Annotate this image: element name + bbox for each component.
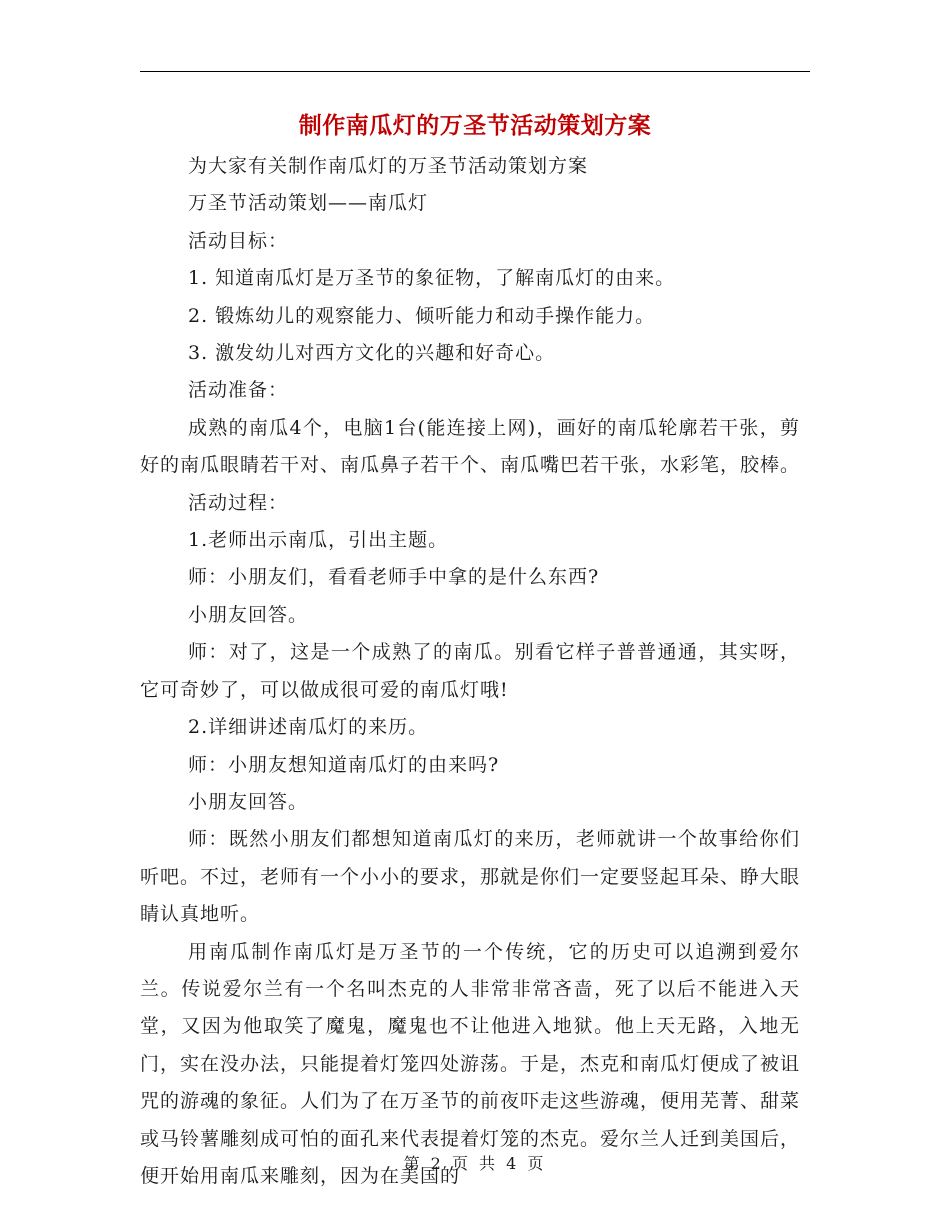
paragraph-subtitle: 万圣节活动策划——南瓜灯 — [188, 192, 429, 215]
paragraph-story: 用南瓜制作南瓜灯是万圣节的一个传统，它的历史可以追溯到爱尔兰。传说爱尔兰有一个名叫杰克的人非常非常吝啬，死了以后不能进入天堂，又因为他取笑了魔鬼，魔鬼也不让他进入地狱。他上天无路，入地无门，实在没办法，只能提着灯笼四处游荡。于是，杰克和南瓜灯便成了被诅咒的游魂的象征。人们为了在万圣节的前夜吓走这些游魂，便用芜菁、甜菜或马铃薯雕刻成可怕的面孔来代表提着灯笼的杰克。爱尔兰人迁到美国后，便开始用南瓜来雕刻，因为在美国的 — [140, 940, 801, 1187]
page-number-footer: 第 2 页 共 4 页 — [403, 1154, 547, 1173]
section-heading-preparation: 活动准备： — [188, 379, 289, 402]
dialogue-line: 小朋友回答。 — [188, 790, 309, 813]
paragraph-intro: 为大家有关制作南瓜灯的万圣节活动策划方案 — [188, 155, 589, 177]
goal-item-1: 1. 知道南瓜灯是万圣节的象征物，了解南瓜灯的由来。 — [188, 267, 676, 290]
dialogue-line: 小朋友回答。 — [188, 603, 309, 626]
document-body — [140, 148, 800, 1195]
dialogue-line: 师：对了，这是一个成熟了的南瓜。别看它样子普普通通，其实呀，它可奇妙了，可以做成很可爱的南瓜灯哦! — [140, 641, 800, 701]
goal-item-3: 3. 激发幼儿对西方文化的兴趣和好奇心。 — [188, 342, 556, 365]
goal-item-2: 2. 锻炼幼儿的观察能力、倾听能力和动手操作能力。 — [188, 304, 656, 327]
dialogue-line: 师：既然小朋友们都想知道南瓜灯的来历，老师就讲一个故事给你们听吧。不过，老师有一个小小的要求，那就是你们一定要竖起耳朵、睁大眼睛认真地听。 — [140, 828, 801, 926]
dialogue-line: 师：小朋友想知道南瓜灯的由来吗? — [188, 753, 500, 776]
process-step-2: 2.详细讲述南瓜灯的来历。 — [188, 716, 429, 739]
dialogue-line: 师：小朋友们，看看老师手中拿的是什么东西? — [188, 566, 600, 589]
section-heading-goals: 活动目标： — [188, 229, 289, 252]
document-title: 制作南瓜灯的万圣节活动策划方案 — [298, 112, 652, 139]
process-step-1: 1.老师出示南瓜，引出主题。 — [188, 529, 449, 552]
header-rule — [140, 71, 810, 72]
paragraph-materials: 成熟的南瓜4个，电脑1台(能连接上网)，画好的南瓜轮廓若干张，剪好的南瓜眼睛若干对、南瓜鼻子若干个、南瓜嘴巴若干张，水彩笔，胶棒。 — [140, 416, 801, 477]
section-heading-process: 活动过程： — [188, 491, 289, 514]
